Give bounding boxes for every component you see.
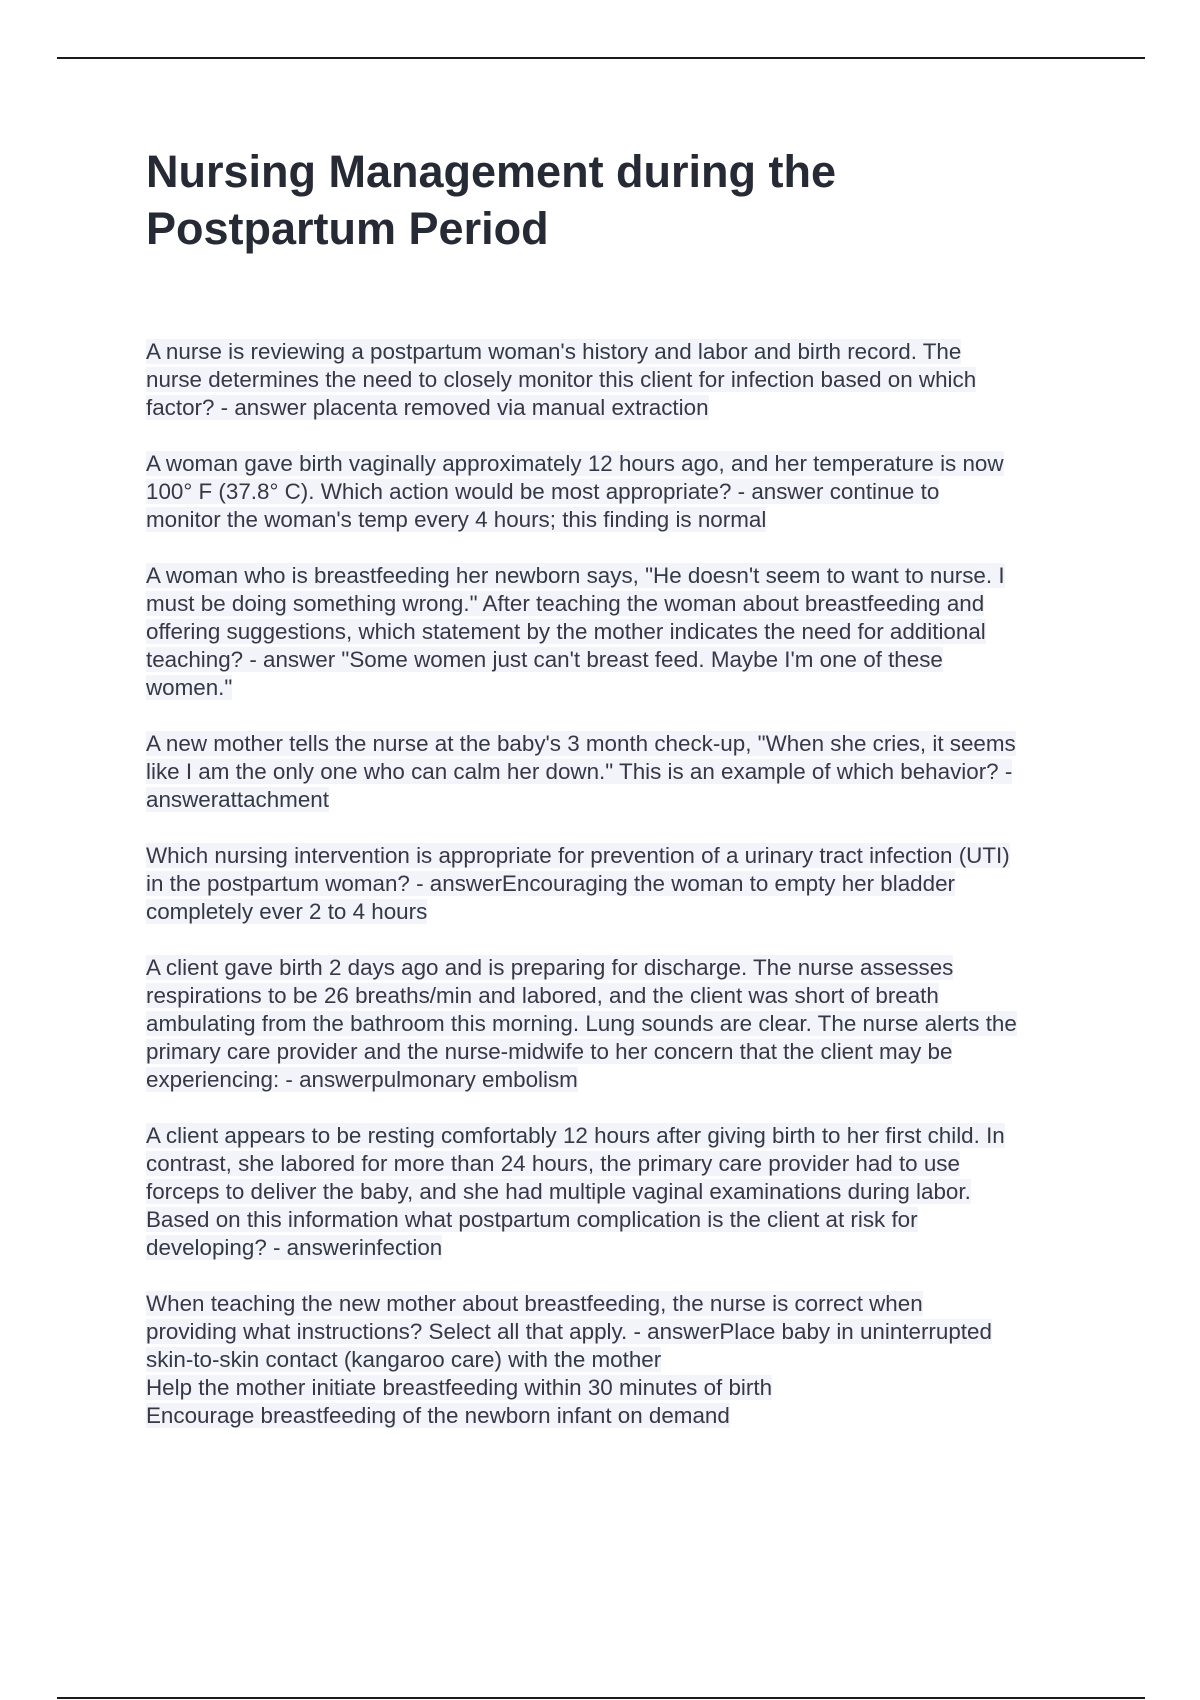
title-line: Nursing Management during the	[146, 146, 837, 197]
question-answer-item	[146, 562, 1096, 702]
text-line: A new mother tells the nurse at the baby's 3 month check-up, "When she cries, it seems	[146, 731, 1016, 756]
text-line: like I am the only one who can calm her down." This is an example of which behavior? -	[146, 759, 1013, 784]
bottom-rule	[57, 1697, 1145, 1699]
text-line: Which nursing intervention is appropriate for prevention of a urinary tract infection (UTI)	[146, 843, 1010, 868]
question-answer-item	[146, 1290, 1096, 1430]
title-line: Postpartum Period	[146, 203, 549, 254]
text-line: providing what instructions? Select all that apply. - answerPlace baby in uninterrupted	[146, 1319, 992, 1344]
text-line: A client gave birth 2 days ago and is preparing for discharge. The nurse assesses	[146, 955, 954, 980]
text-line: teaching? - answer "Some women just can't breast feed. Maybe I'm one of these	[146, 647, 943, 672]
text-line: factor? - answer placenta removed via manual extraction	[146, 395, 709, 420]
text-line: in the postpartum woman? - answerEncouraging the woman to empty her bladder	[146, 871, 955, 896]
text-line: skin-to-skin contact (kangaroo care) with the mother	[146, 1347, 662, 1372]
question-list	[146, 338, 1096, 1458]
text-line: forceps to deliver the baby, and she had multiple vaginal examinations during labor.	[146, 1179, 971, 1204]
text-line: A woman gave birth vaginally approximately 12 hours ago, and her temperature is now	[146, 451, 1004, 476]
question-answer-item	[146, 954, 1096, 1094]
text-line: Based on this information what postpartum complication is the client at risk for	[146, 1207, 918, 1232]
question-answer-item	[146, 338, 1096, 422]
question-answer-item	[146, 1122, 1096, 1262]
text-line: Encourage breastfeeding of the newborn infant on demand	[146, 1403, 730, 1428]
top-rule	[57, 57, 1145, 59]
text-line: 100° F (37.8° C). Which action would be most appropriate? - answer continue to	[146, 479, 940, 504]
text-line: experiencing: - answerpulmonary embolism	[146, 1067, 578, 1092]
text-line: A client appears to be resting comfortably 12 hours after giving birth to her first child. In	[146, 1123, 1005, 1148]
text-line: A woman who is breastfeeding her newborn says, "He doesn't seem to want to nurse. I	[146, 563, 1005, 588]
question-answer-item	[146, 842, 1096, 926]
text-line: monitor the woman's temp every 4 hours; this finding is normal	[146, 507, 767, 532]
page-title	[146, 143, 1046, 257]
text-line: ambulating from the bathroom this morning. Lung sounds are clear. The nurse alerts the	[146, 1011, 1017, 1036]
text-line: When teaching the new mother about breastfeeding, the nurse is correct when	[146, 1291, 923, 1316]
text-line: primary care provider and the nurse-midwife to her concern that the client may be	[146, 1039, 953, 1064]
text-line: completely ever 2 to 4 hours	[146, 899, 428, 924]
text-line: A nurse is reviewing a postpartum woman's history and labor and birth record. The	[146, 339, 962, 364]
text-line: respirations to be 26 breaths/min and labored, and the client was short of breath	[146, 983, 939, 1008]
question-answer-item	[146, 450, 1096, 534]
text-line: developing? - answerinfection	[146, 1235, 443, 1260]
text-line: contrast, she labored for more than 24 hours, the primary care provider had to use	[146, 1151, 960, 1176]
text-line: must be doing something wrong." After teaching the woman about breastfeeding and	[146, 591, 985, 616]
text-line: answerattachment	[146, 787, 329, 812]
question-answer-item	[146, 730, 1096, 814]
text-line: women."	[146, 675, 233, 700]
text-line: offering suggestions, which statement by the mother indicates the need for additional	[146, 619, 986, 644]
text-line: Help the mother initiate breastfeeding within 30 minutes of birth	[146, 1375, 773, 1400]
text-line: nurse determines the need to closely monitor this client for infection based on which	[146, 367, 977, 392]
